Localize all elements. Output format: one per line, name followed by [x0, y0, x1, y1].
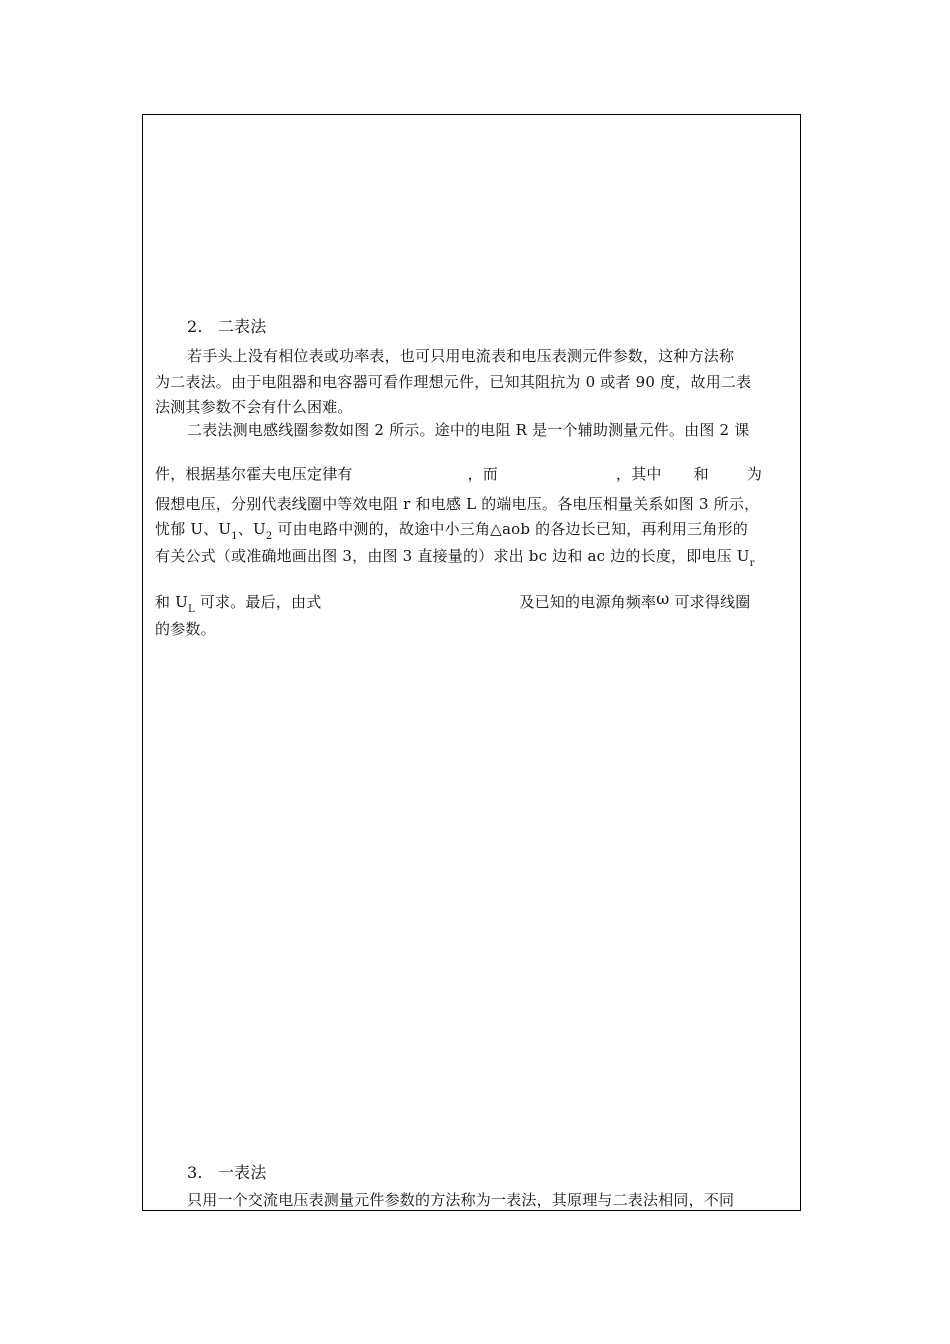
section2-para2-line7: 的参数。	[155, 620, 216, 638]
para2-line2-part-c: ，其中	[616, 465, 662, 483]
content-frame	[142, 114, 801, 1211]
omega-symbol: ω	[656, 589, 670, 608]
section2-para2-line3: 假想电压，分别代表线圈中等效电阻 r 和电感 L 的端电压。各电压相量关系如图 3 所示，	[155, 495, 760, 513]
section2-heading	[155, 314, 827, 340]
para2-line5-part-a: 有关公式（或准确地画出图 3，由图 3 直接量的）求出 bc 边和 ac 边的长度，即电压 U	[155, 547, 750, 565]
para2-line2-part-a: 件，根据基尔霍夫电压定律有	[155, 465, 353, 483]
section2-heading-title: 二表法	[217, 317, 267, 336]
section2-para1-line2: 为二表法。由于电阻器和电容器可看作理想元件，已知其阻抗为 0 或者 90 度，故用二表	[155, 373, 752, 391]
section3-heading-number: 3.	[187, 1163, 203, 1182]
subscript-2: 2	[265, 531, 273, 542]
subscript-L: L	[188, 604, 195, 615]
para2-line6-part-a: 和 U	[155, 593, 189, 611]
para2-line2-part-b: ，而	[467, 465, 499, 483]
section3-heading	[155, 1160, 827, 1186]
para2-line4-part-b: 、U	[237, 520, 266, 538]
para2-line2-part-e: 为	[746, 465, 763, 483]
subscript-r: r	[749, 558, 755, 569]
para2-line4-part-a: 忧郁 U、U	[155, 520, 232, 538]
section2-para1-line1: 若手头上没有相位表或功率表，也可只用电流表和电压表测元件参数，这种方法称	[187, 347, 735, 365]
section2-para1-line3: 法测其参数不会有什么困难。	[155, 398, 353, 416]
section2-para2-line2	[155, 461, 795, 487]
para2-line6-part-c: 及已知的电源角频率	[519, 593, 657, 611]
para2-line6-part-d: 可求得线圈	[669, 593, 751, 611]
section3-para1-line1: 只用一个交流电压表测量元件参数的方法称为一表法，其原理与二表法相同，不同	[187, 1191, 735, 1209]
para2-line6-part-b: 可求。最后，由式	[194, 593, 322, 611]
para2-line2-part-d: 和	[693, 465, 709, 483]
section3-heading-title: 一表法	[217, 1163, 267, 1182]
section2-para2-line5	[155, 543, 795, 577]
section2-heading-number: 2.	[187, 317, 203, 336]
para2-line4-part-c: 可由电路中测的，故途中小三角△aob 的各边长已知，再利用三角形的	[272, 520, 748, 538]
subscript-1: 1	[231, 531, 238, 542]
section2-para2-line1: 二表法测电感线圈参数如图 2 所示。途中的电阻 R 是一个辅助测量元件。由图 2 课	[187, 421, 750, 439]
